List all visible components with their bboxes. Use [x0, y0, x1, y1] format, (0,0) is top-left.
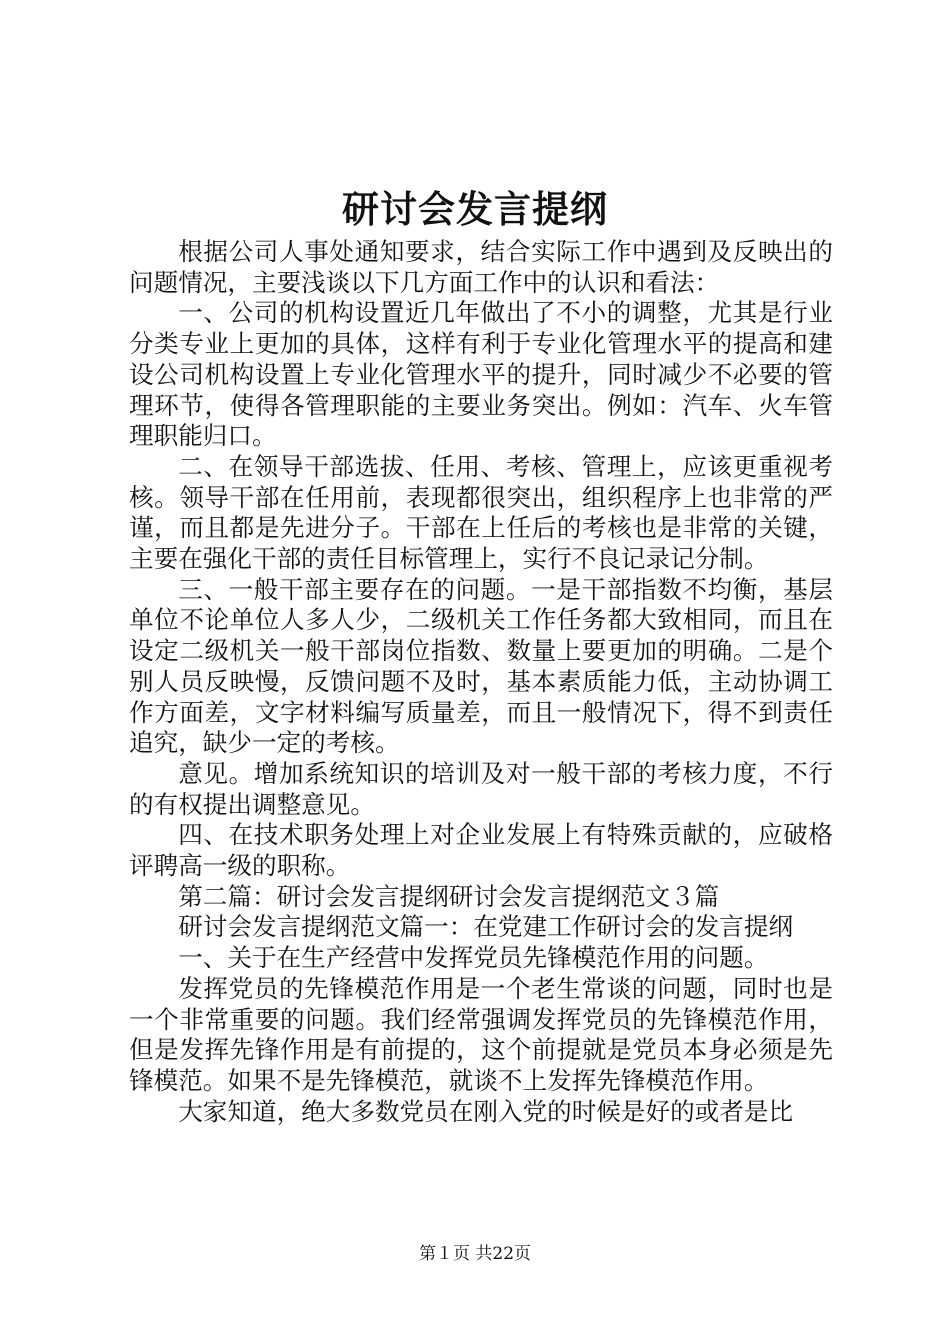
page-footer: 第１页 共22页: [418, 1244, 532, 1264]
paragraph: 意见。增加系统知识的培训及对一般干部的考核力度，不行的有权提出调整意见。: [129, 758, 833, 819]
document-body: [129, 237, 833, 1127]
section-heading: 第二篇：研讨会发言提纲研讨会发言提纲范文３篇: [178, 881, 720, 911]
paragraph: 一、关于在生产经营中发挥党员先锋模范作用的问题。: [178, 943, 769, 973]
paragraph: 三、一般干部主要存在的问题。一是干部指数不均衡，基层单位不论单位人多人少，二级机关工作任务都大致相同，而且在设定二级机关一般干部岗位指数、数量上要更加的明确。二是个别人员反映慢，反馈问题不及时，基本素质能力低，主动协调工作方面差，文字材料编写质量差，而且一般情况下，得不到责任追究，缺少一定的考核。: [129, 574, 833, 758]
paragraph: 大家知道，绝大多数党员在刚入党的时候是好的或者是比: [178, 1096, 794, 1126]
paragraph: 二、在领导干部选拔、任用、考核、管理上，应该更重视考核。领导干部在任用前，表现都很突出，组织程序上也非常的严谨，而且都是先进分子。干部在上任后的考核也是非常的关键，主要在强化干部的责任目标管理上，实行不良记录记分制。: [129, 451, 833, 574]
paragraph: 一、公司的机构设置近几年做出了不小的调整，尤其是行业分类专业上更加的具体，这样有利于专业化管理水平的提高和建设公司机构设置上专业化管理水平的提升，同时减少不必要的管理环节，使得各管理职能的主要业务突出。例如：汽车、火车管理职能归口。: [129, 298, 833, 451]
document-title: 研讨会发言提纲: [342, 187, 608, 231]
paragraph: 根据公司人事处通知要求，结合实际工作中遇到及反映出的问题情况，主要浅谈以下几方面工作中的认识和看法：: [129, 237, 833, 297]
section-heading: 研讨会发言提纲范文篇一：在党建工作研讨会的发言提纲: [178, 912, 794, 942]
paragraph: 四、在技术职务处理上对企业发展上有特殊贡献的，应破格评聘高一级的职称。: [129, 820, 833, 881]
paragraph: 发挥党员的先锋模范作用是一个老生常谈的问题，同时也是一个非常重要的问题。我们经常强调发挥党员的先锋模范作用，但是发挥先锋作用是有前提的，这个前提就是党员本身必须是先锋模范。如果不是先锋模范，就谈不上发挥先锋模范作用。: [129, 973, 833, 1095]
